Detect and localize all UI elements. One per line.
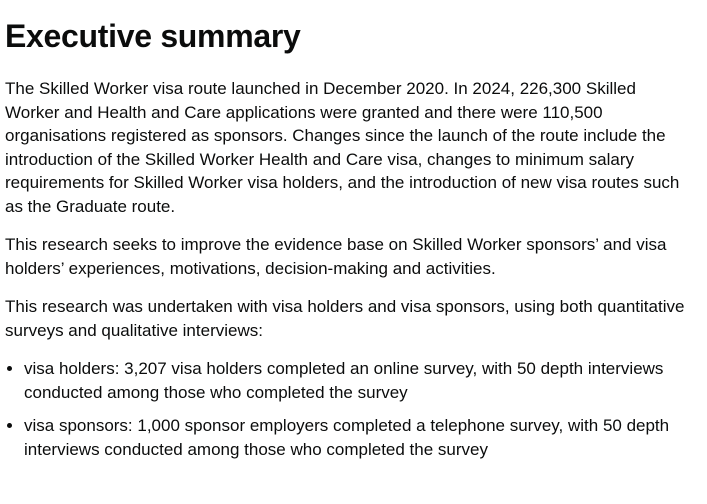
list-item-visa-sponsors: • visa sponsors: 1,000 sponsor employers completed a telephone survey, with 50 depth interviews conducted among those who completed the survey [24, 414, 690, 461]
methodology-list [5, 357, 690, 461]
intro-paragraph: The Skilled Worker visa route launched in December 2020. In 2024, 226,300 Skilled Worker and Health and Care applications were granted and there were 110,500 organisations registered as sponsors. Changes since the launch of the route include the introduction of the Skilled Worker Health and Care visa, changes to minimum salary requirements for Skilled Worker visa holders, and the introduction of new visa routes such as the Graduate route. [5, 79, 680, 216]
research-aim-paragraph: This research seeks to improve the evidence base on Skilled Worker sponsors’ and visa holders’ experiences, motivations, decision-making and activities. [5, 235, 667, 278]
list-item-visa-holders: • visa holders: 3,207 visa holders completed an online survey, with 50 depth interviews conducted among those who completed the survey [24, 357, 690, 404]
methodology-paragraph: This research was undertaken with visa holders and visa sponsors, using both quantitative surveys and qualitative interviews: [5, 297, 685, 340]
page-title: Executive summary [5, 18, 301, 54]
